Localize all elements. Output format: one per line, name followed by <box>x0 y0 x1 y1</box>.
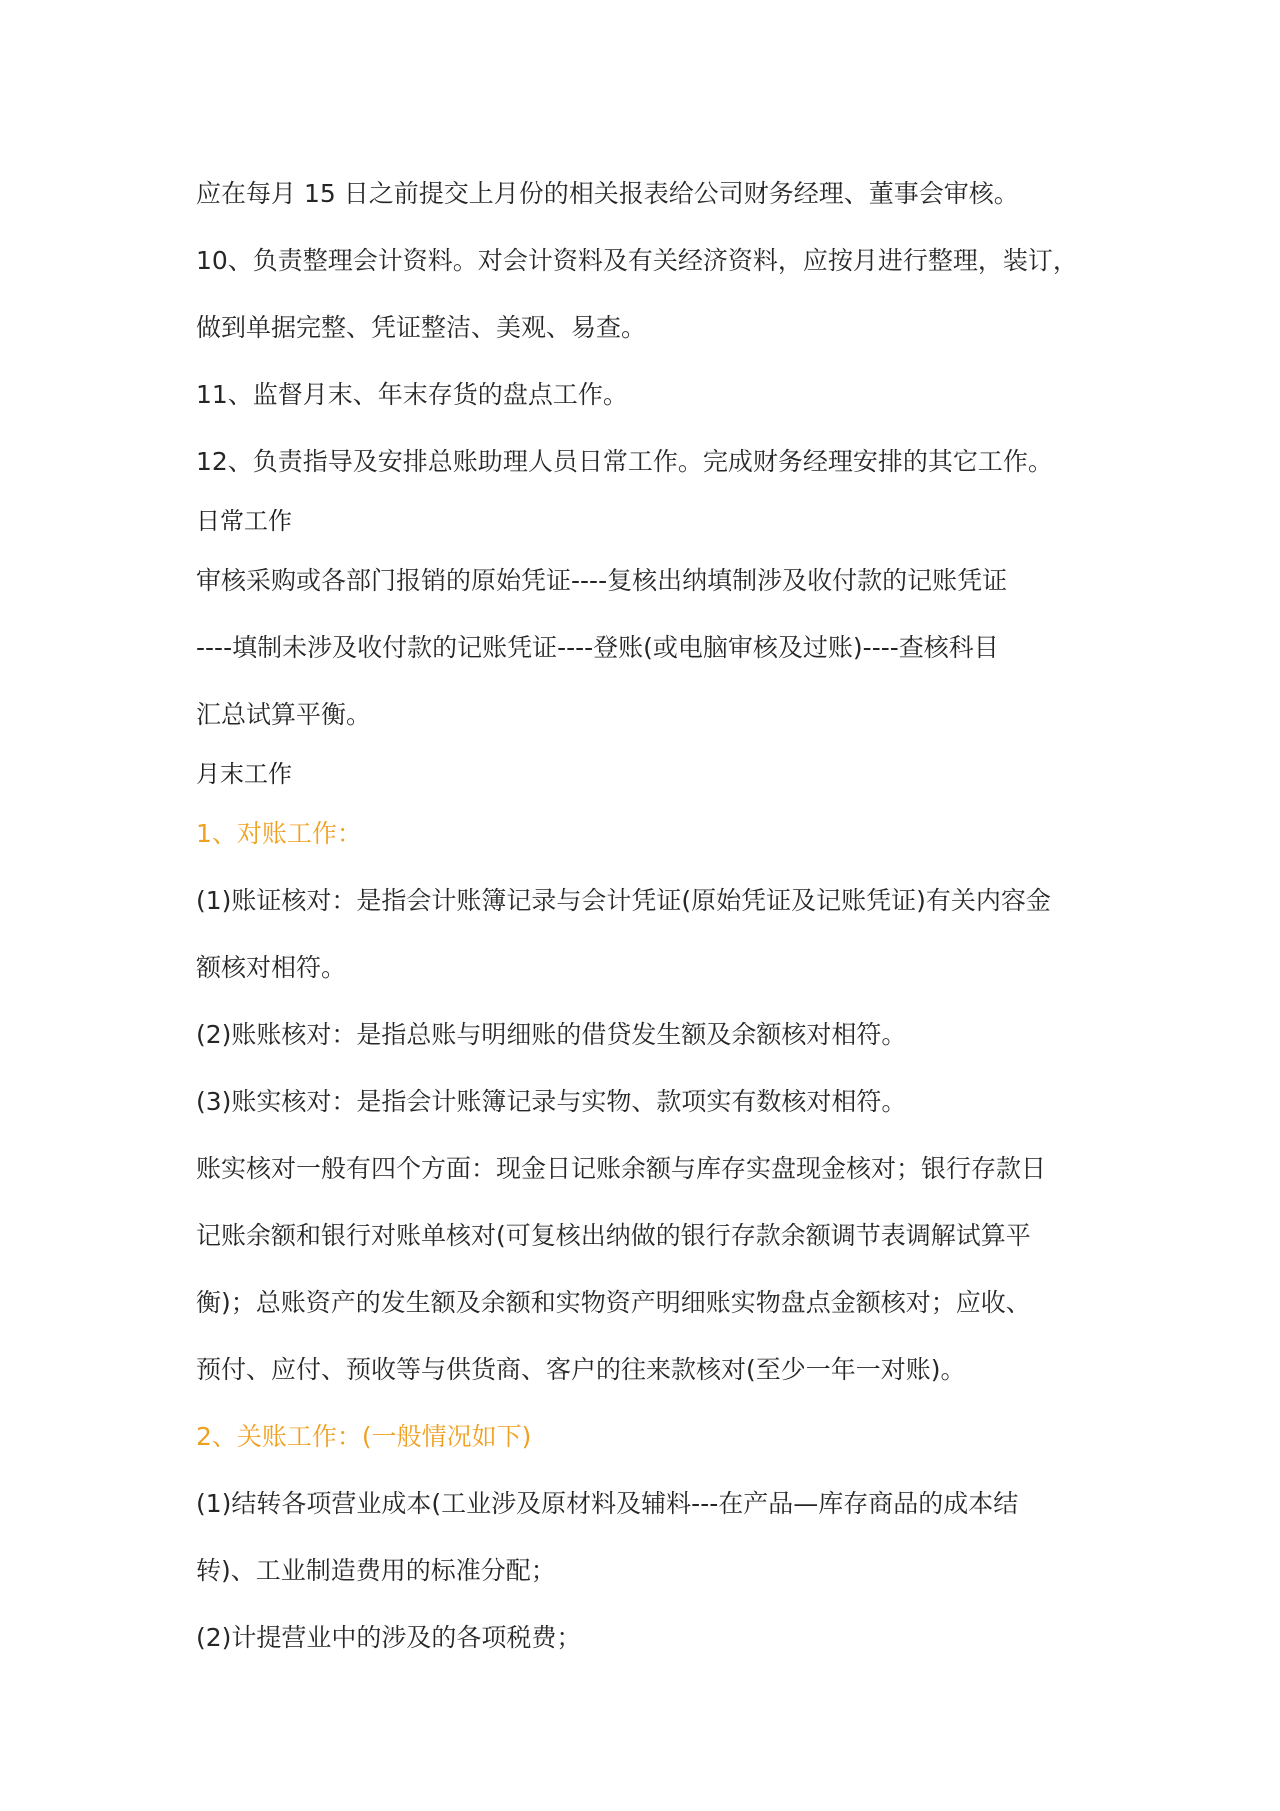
text-line: 额核对相符。 <box>196 953 347 982</box>
text-line: (2)账账核对：是指总账与明细账的借贷发生额及余额核对相符。 <box>196 1020 907 1049</box>
text-line: 应在每月 15 日之前提交上月份的相关报表给公司财务经理、董事会审核。 <box>196 179 1019 208</box>
text-line: 审核采购或各部门报销的原始凭证----复核出纳填制涉及收付款的记账凭证 <box>196 566 1008 595</box>
text-line: 做到单据完整、凭证整洁、美观、易查。 <box>196 313 647 342</box>
section-heading: 月末工作 <box>196 760 292 788</box>
text-line: (2)计提营业中的涉及的各项税费； <box>196 1623 582 1652</box>
text-line: 12、负责指导及安排总账助理人员日常工作。完成财务经理安排的其它工作。 <box>196 447 1053 476</box>
text-line: 衡)；总账资产的发生额及余额和实物资产明细账实物盘点金额核对；应收、 <box>196 1288 1031 1317</box>
text-line: 转)、工业制造费用的标准分配； <box>196 1556 556 1585</box>
text-line: 11、监督月末、年末存货的盘点工作。 <box>196 380 628 409</box>
text-line: (3)账实核对：是指会计账簿记录与实物、款项实有数核对相符。 <box>196 1087 907 1116</box>
text-line: (1)账证核对：是指会计账簿记录与会计凭证(原始凭证及记账凭证)有关内容金 <box>196 886 1051 915</box>
subsection-heading: 1、对账工作： <box>196 819 362 848</box>
section-heading: 日常工作 <box>196 507 292 535</box>
document-body <box>196 160 1096 1671</box>
text-line: ----填制未涉及收付款的记账凭证----登账(或电脑审核及过账)----查核科目 <box>196 633 999 662</box>
text-line: 10、负责整理会计资料。对会计资料及有关经济资料，应按月进行整理，装订， <box>196 246 1078 275</box>
text-line: 账实核对一般有四个方面：现金日记账余额与库存实盘现金核对；银行存款日 <box>196 1154 1047 1183</box>
subsection-heading: 2、关账工作：(一般情况如下) <box>196 1422 532 1451</box>
text-line: 记账余额和银行对账单核对(可复核出纳做的银行存款余额调节表调解试算平 <box>196 1221 1031 1250</box>
text-line: (1)结转各项营业成本(工业涉及原材料及辅料---在产品—库存商品的成本结 <box>196 1489 1019 1518</box>
text-line: 预付、应付、预收等与供货商、客户的往来款核对(至少一年一对账)。 <box>196 1355 966 1384</box>
text-line: 汇总试算平衡。 <box>196 700 372 729</box>
